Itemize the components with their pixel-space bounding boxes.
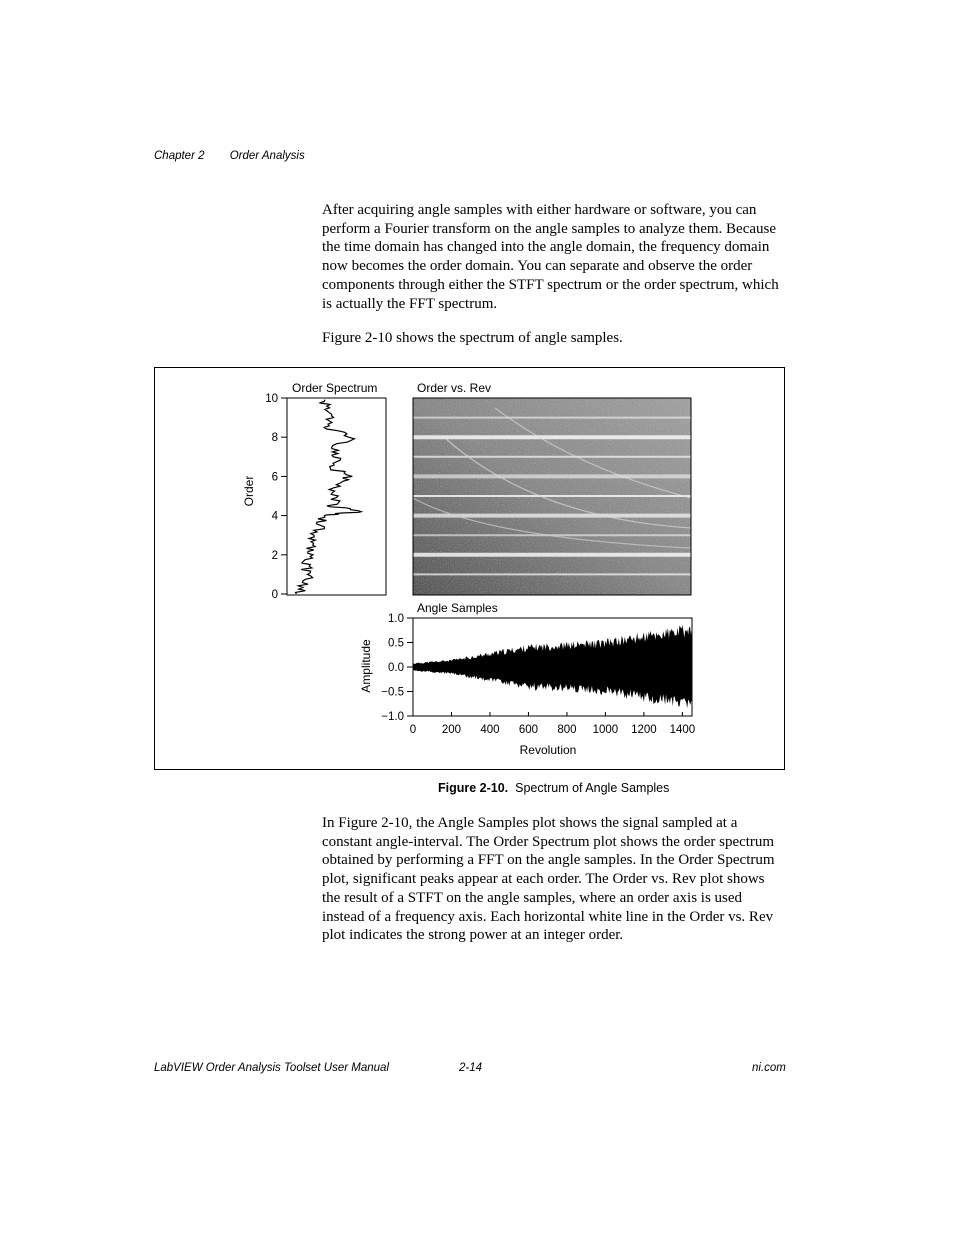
revolution-tick-label: 0 — [409, 724, 417, 736]
revolution-tick-label: 800 — [557, 724, 577, 736]
order-axis-label: Order — [242, 475, 256, 507]
revolution-tick-label: 1400 — [669, 724, 696, 736]
order-tick-label: 2 — [271, 549, 278, 562]
figure-caption — [438, 781, 669, 795]
angle-samples-title: Angle Samples — [417, 601, 498, 615]
order-tick-label: 6 — [271, 471, 278, 484]
chapter-label: Chapter 2 — [154, 150, 205, 162]
revolution-tick-label: 1000 — [592, 724, 619, 736]
order-tick-label: 8 — [271, 432, 278, 445]
amplitude-tick-label: 1.0 — [388, 613, 404, 625]
caption-text: Spectrum of Angle Samples — [515, 781, 670, 795]
paragraph-explanation: In Figure 2-10, the Angle Samples plot shows the signal sampled at a constant angle-interval. The Order Spectrum plot shows the order spectrum obtained by performing a FFT on the angle samples. In the Order Spectrum plot, significant peaks appear at each order. The Order vs. Rev plot shows the result of a STFT on the angle samples, where an order axis is used instead of a frequency axis. Each horizontal white line in the Order vs. Rev plot indicates the strong power at an integer order. — [322, 815, 775, 944]
order-spectrum-plot-area — [287, 398, 386, 595]
revolution-tick-label: 200 — [441, 724, 462, 736]
order-tick-label: 10 — [265, 393, 278, 405]
revolution-tick-label: 400 — [480, 724, 500, 736]
order-tick-label: 4 — [271, 510, 278, 523]
section-label: Order Analysis — [229, 150, 305, 162]
revolution-axis-label: Revolution — [519, 743, 577, 757]
order-vs-rev-chart — [413, 381, 691, 595]
running-header — [154, 150, 305, 162]
angle-samples-chart — [359, 601, 695, 757]
paragraph-intro: After acquiring angle samples with either hardware or software, you can perform a Fourier transform on the angle samples to analyze them. Because the time domain has changed into the angle domain, the frequency domain now becomes the order domain. You can separate and observe the order components through either the STFT spectrum or the order spectrum, which is actually the FFT spectrum. — [322, 202, 779, 312]
amplitude-tick-label: −0.5 — [381, 686, 404, 699]
revolution-tick-label: 600 — [518, 724, 539, 736]
order-vs-rev-title: Order vs. Rev — [417, 381, 492, 395]
figure-canvas — [155, 368, 786, 771]
order-spectrum-chart — [242, 381, 386, 601]
footer-title: LabVIEW Order Analysis Toolset User Manual — [154, 1062, 389, 1074]
order-spectrum-title: Order Spectrum — [292, 381, 378, 395]
amplitude-tick-label: 0.0 — [388, 662, 404, 674]
order-tick-label: 0 — [271, 589, 278, 601]
paragraph-figure-ref: Figure 2-10 shows the spectrum of angle samples. — [322, 330, 623, 346]
amplitude-tick-label: 0.5 — [388, 637, 404, 650]
revolution-tick-label: 1200 — [631, 724, 657, 736]
caption-label: Figure 2-10. — [438, 781, 509, 795]
footer-page-number: 2-14 — [459, 1062, 483, 1074]
footer-site: ni.com — [752, 1062, 786, 1074]
figure-frame — [154, 367, 785, 770]
amplitude-tick-label: −1.0 — [381, 711, 404, 723]
amplitude-axis-label: Amplitude — [359, 639, 373, 693]
